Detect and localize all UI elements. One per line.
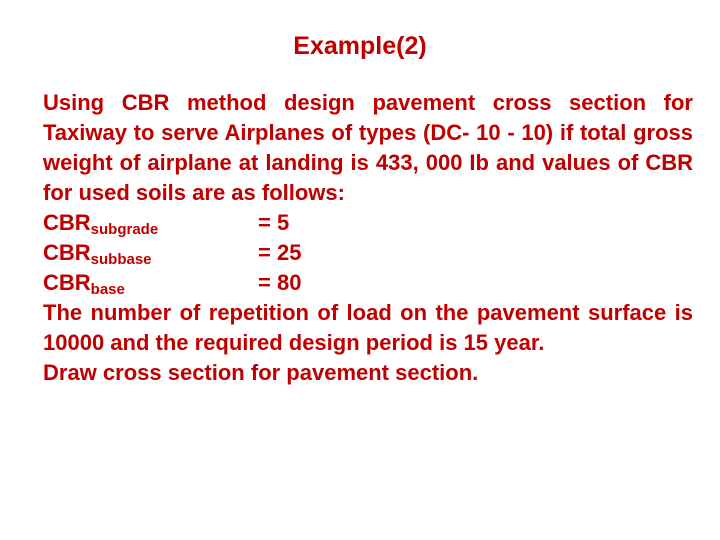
cbr-prefix: CBR (43, 210, 91, 235)
problem-intro: Using CBR method design pavement cross section for Taxiway to serve Airplanes of types (DC- 10 - 10) if total gross weight of airplane at landing is 433, 000 Ib and values of CBR for used soils are as follows: (43, 90, 693, 205)
cbr-subgrade-row (43, 208, 693, 238)
cbr-subscript: subbase (90, 251, 152, 268)
cbr-subbase-row (43, 238, 693, 268)
cbr-subscript: base (90, 281, 125, 298)
cbr-prefix: CBR (43, 270, 91, 295)
repetition-text: The number of repetition of load on the pavement surface is 10000 and the required design period is 15 year. (43, 300, 693, 355)
cbr-subgrade-value: = 5 (258, 210, 290, 235)
cbr-base-value: = 80 (258, 270, 302, 295)
cbr-subbase-value: = 25 (258, 240, 302, 265)
cbr-base-row (43, 268, 693, 298)
slide-body (43, 88, 693, 388)
slide-title: Example(2) (293, 32, 427, 60)
cbr-subscript: subgrade (90, 221, 159, 238)
instruction-text: Draw cross section for pavement section. (43, 360, 479, 385)
cbr-base-label (43, 268, 125, 305)
cbr-prefix: CBR (43, 240, 91, 265)
